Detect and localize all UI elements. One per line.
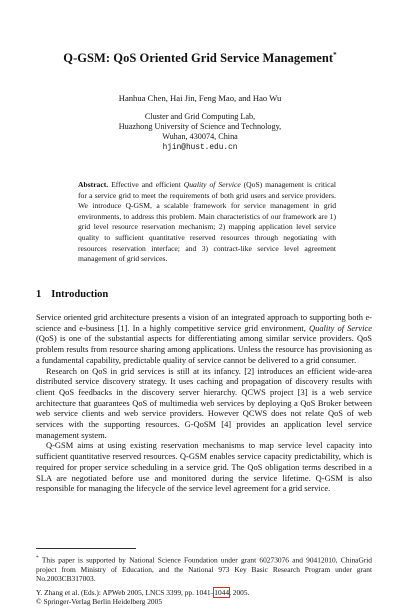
section-heading bbox=[36, 289, 108, 300]
affiliation-line: Wuhan, 430074, China bbox=[162, 132, 238, 142]
copyright-line: © Springer-Verlag Berlin Heidelberg 2005 bbox=[36, 597, 163, 606]
citation-block bbox=[36, 588, 372, 606]
footnote-text: This paper is supported by National Science Foundation under grant 60273076 and 90412010, ChinaGrid project from Ministry of Education, and the National 973 Key Basic Research Program under grant No.2003CB317003. bbox=[36, 555, 372, 583]
citation-line bbox=[36, 588, 372, 597]
paper-title bbox=[0, 51, 400, 66]
footnote-mark: * bbox=[36, 555, 39, 561]
abstract-text: (QoS) management is critical for a service grid to meet the requirements of both grid users and service providers. We introduce Q-GSM, a scalable framework for service management in grid environments, to address this problem. Main characteristics of our framework are 1) grid level resource reservation mechanism; 2) mapping application level service quality to sufficient quantitative reserved resources through negotiating with resources reservation interface; and 3) contract-like service level agreement management of grid services. bbox=[78, 180, 336, 264]
section-title: Introduction bbox=[51, 289, 109, 300]
paragraph bbox=[36, 312, 372, 366]
section-number: 1 bbox=[36, 289, 42, 300]
paragraph-text: (QoS) is one of the substantial aspects for differentiating among similar service providers. QoS problem results from resource sharing among applications. Unless the resource has provisioning as a fundamental capability, predictable quality of service cannot be delivered to a grid consumer. bbox=[36, 333, 372, 365]
abstract-text: Effective and efficient bbox=[108, 180, 184, 189]
title-footnote-mark: * bbox=[333, 51, 337, 59]
body-text bbox=[36, 312, 372, 494]
title-text: Q-GSM: QoS Oriented Grid Service Management bbox=[63, 51, 334, 66]
affiliation-block bbox=[0, 112, 400, 153]
paragraph-text: Service oriented grid architecture presents a vision of an integrated approach to supporting both e-science and e-business [1]. In a highly competitive service grid environment, bbox=[36, 312, 372, 333]
citation-text: , 2005. bbox=[229, 588, 250, 597]
footnote-divider bbox=[36, 548, 136, 549]
abstract bbox=[78, 180, 336, 265]
abstract-term: Quality of Service bbox=[183, 180, 241, 189]
citation-text: Y. Zhang et al. (Eds.): APWeb 2005, LNCS 3399, pp. 1041– bbox=[36, 588, 215, 597]
author-email: hjin@hust.edu.cn bbox=[162, 143, 238, 152]
paragraph: Q-GSM aims at using existing reservation mechanisms to map service level capacity into sufficient quantitative reserved resources. Q-GSM enables service capacity predictability, which is required for proper service scheduling in a service grid. The QoS obligation terms described in a SLA are negotiated before use and monitored during the service lifetime. Q-GSM is also responsible for managing the lifecycle of the service level agreement for a grid service. bbox=[36, 440, 372, 494]
paragraph: Research on QoS in grid services is still at its infancy. [2] introduces an efficient wide-area distributed service discovery strategy. It uses caching and propagation of discovery results with client QoS feedbacks in the discovery server hierarchy. QCWS project [3] is a web service architecture that guarantees QoS of multimedia web services by deploying a QoS Broker between web service clients and web service providers. However QCWS does not relate QoS of web services with the supporting resources. G-QoSM [4] provides an application level service management system. bbox=[36, 365, 372, 440]
footnote bbox=[36, 554, 372, 583]
abstract-label: Abstract. bbox=[78, 180, 109, 189]
affiliation-line: Huazhong University of Science and Technology, bbox=[118, 122, 282, 132]
author-list: Hanhua Chen, Hai Jin, Feng Mao, and Hao Wu bbox=[118, 93, 282, 103]
affiliation-line: Cluster and Grid Computing Lab, bbox=[144, 112, 256, 121]
paragraph-term: Quality of Service bbox=[309, 322, 373, 333]
page-link[interactable]: 1044 bbox=[214, 588, 230, 597]
